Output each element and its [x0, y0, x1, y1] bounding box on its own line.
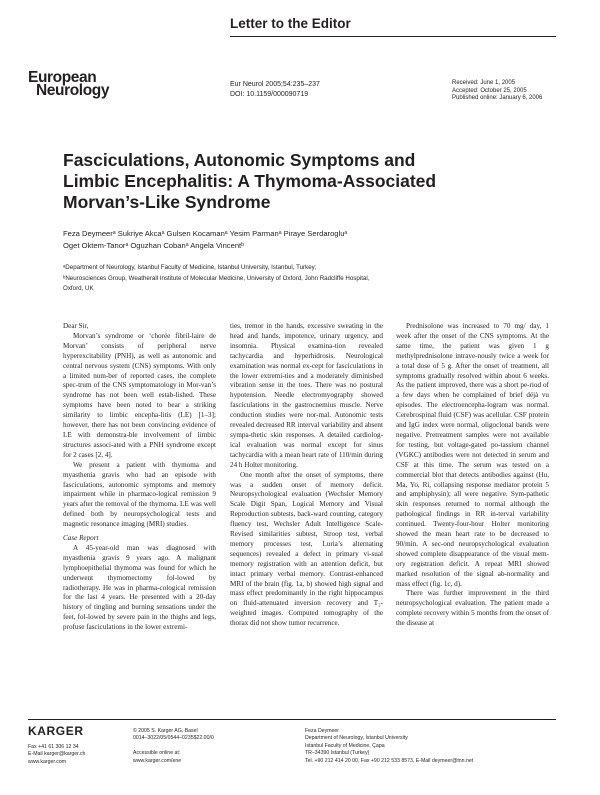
article-title [63, 150, 563, 213]
accessible-online-link[interactable]: www.karger.com/ene [133, 757, 182, 764]
affiliation-a: ᵃDepartment of Neurology, Istanbul Faculty of Medicine, Istanbul University, Istanbul, Turkey; [63, 264, 317, 271]
published-date: Published online: January 6, 2006 [452, 95, 543, 102]
title-line-2: Limbic Encephalitis: A Thymoma-Associated [63, 171, 437, 191]
logo-line-2: Neurology [36, 82, 110, 99]
paragraph: A 45-year-old man was diagnosed with myasthenia gravis 9 years ago. A malignant lymphoepithelial thymoma was found for which he underwent thymomectomy fol-lowed by radiotherapy. He was in pharma-cological remission for the last 4 years. He presented with a 20-day history of tingling and burning sensations under the feet, fol-lowed by severe pain in the thighs and legs, profuse fasciculations in the lower extremi- [63, 543, 216, 632]
affiliations [63, 263, 543, 295]
correspondence-block [305, 728, 473, 765]
paragraph: ties, tremor in the hands, excessive sweating in the head and hands, impotence, urinary urgency, and insomnia. Physical examina-tion revealed tachycardia and hyperhidrosis. Neurological examination was normal ex-cept for fasciculations in the lower extremi-ties and a moderately diminished vibration sense in the toes. There was no postural hypotension. Needle electromyography showed fasciculations in the gastrocnemius muscle. Nerve conduction studies were nor-mal. Autonomic tests revealed decreased RR interval variability and absent sympa-thetic skin responses. A detailed cardiolog-ical evaluation was normal except for sinus tachycardia with a mean heart rate of 110/min during 24 h Holter monitoring. [230, 322, 383, 469]
accepted-date: Accepted: October 25, 2005 [452, 87, 527, 94]
publisher-email[interactable]: E-Mail karger@karger.ch [28, 751, 86, 758]
paragraph: Morvan’s syndrome or ‘chorée fibril-laire de Morvan’ consists of peripheral nerve hyperexcitability (PNH), as well as autonomic and central nervous system (CNS) symptoms. With only a limited num-ber of reported cases, the complete spec-trum of the CNS symptomatology in Mor-van’s syndrome has not been well estab-lished. These symptoms have been noted to bear a striking similarity to limbic encepha-litis (LE) [1–3]; however, there has not been convincing evidence of LE with demonstra-ble involvement of limbic structures associ-ated with a PNH syndrome except for 2 cases [2, 4]. [63, 331, 216, 459]
citation [230, 80, 320, 100]
publisher-contact [28, 744, 85, 766]
paragraph: One month after the onset of symptoms, there was a sudden onset of memory deficit. Neuropsychological evaluation (Wechsler Memory Scale Digit Span, Logical Memory and Visual Reproduction subtests, back-ward counting, category fluency test, Wechsler Adult Intelligence Scale-Revised similarities subtest, Stroop test, verbal memory processes test, Luria’s alternating sequences) revealed a defect in primary vi-sual memory registration with an attention deficit, but intact primary verbal memory. Contrast-enhanced MRI of the brain (fig. 1a, b) showed high signal and mass effect predominantly in the right hippocampus on fluid-attenuated inversion recovery and T₂-weighted images. Computed tomography of the thorax did not show tumor recurrence. [230, 470, 383, 628]
publisher-logo: KARGER [28, 724, 84, 738]
affiliation-b-line-1: ᵇNeurosciences Group, Weatherall Institute of Molecular Medicine, University of Oxford, John Radcliffe Hospital, [63, 274, 370, 282]
correspondence-city: TR–34390 Istanbul (Turkey) [305, 750, 370, 757]
body-column-3 [396, 322, 549, 629]
publisher-fax: Fax +41 61 306 12 34 [28, 744, 79, 750]
publication-dates [452, 80, 542, 103]
paragraph: There was further improvement in the third neuropsychological evaluation. The patient made a complete recovery within 5 months from the onset of the disease at [396, 589, 549, 628]
correspondence-contact: Tel. +90 212 414 20 00, Fax +90 212 533 8573, E-Mail deymeer@tnn.net [305, 757, 474, 764]
title-line-3: Morvan’s-Like Syndrome [63, 192, 271, 212]
salutation: Dear Sir, [63, 322, 89, 330]
title-line-1: Fasciculations, Autonomic Symptoms and [63, 150, 416, 170]
footer-rule [28, 719, 556, 720]
paragraph: Prednisolone was increased to 70 mg/ day, 1 week after the onset of the CNS symptoms. At the same time, the patient was given 1 g methylprednisolone intrave-nously twice a week for a total dose of 5 g. After the onset of treatment, all symptoms gradually resolved within about 6 weeks. As the patient improved, there was a short pe-riod of a few days when he complained of brief déjà vu episodes. The electroencepha-logram was normal. Cerebrospinal fluid (CSF) was acellular. CSF protein and IgG index were normal, oligoclonal bands were negative. Pretreatment samples were not available for testing, but voltage-gated po-tassium channel (VGKC) antibodies were not detected in serum and CSF at this time. The serum was tested on a commercial blot that detects antibodies against (Hu, Ma, Yo, Ri, collapsing response mediator protein 5 and amphiphysin); all were negative. Sym-pathetic skin responses returned to normal although the pathological findings in RR in-terval variability continued. Twenty-four-hour Holter monitoring showed the mean heart rate to be decreased to 90/min. A sec-ond neuropsychological evaluation showed complete disappearance of the visual mem-ory registration deficit. A repeat MRI showed marked resolution of the signal ab-normality and mass effect (fig. 1c, d). [396, 322, 549, 588]
issn: 0014–3022/05/0544–0235$22.00/0 [133, 735, 214, 742]
author-list [63, 228, 523, 252]
case-report-heading: Case Report [63, 534, 99, 543]
citation-doi: DOI: 10.1159/000090719 [230, 91, 309, 98]
authors-line-1: Feza Deymeerᵃ Sukriye Akcaᵃ Gulsen Kocamanᵃ Yesim Parmanᵃ Piraye Serdarogluᵃ [63, 229, 348, 238]
header-rule [230, 36, 556, 37]
paragraph: We present a patient with thymoma and myasthenia gravis who had an episode with fasciculations, autonomic symptoms and memory impairment while in pharmaco-logical remission 9 years after the removal of the thymoma. LE was well defined both by neuropsychological tests and magnetic resonance imaging (MRI) studies. [63, 460, 216, 529]
body-column-1 [63, 322, 216, 633]
journal-logo [28, 71, 109, 97]
correspondence-faculty: Istanbul Faculty of Medicine, Çapa [305, 742, 385, 749]
section-label: Letter to the Editor [230, 16, 351, 31]
affiliation-b-line-2: Oxford, UK [63, 285, 94, 292]
authors-line-2: Oget Oktem-Tanorᵃ Oguzhan Cobanᵃ Angela Vincentᵇ [63, 241, 245, 250]
logo-line-1: European [28, 69, 97, 86]
correspondence-name: Feza Deymeer [305, 728, 340, 734]
copyright-block [133, 728, 214, 765]
body-column-2 [230, 322, 383, 629]
citation-journal: Eur Neurol 2005;54:235–237 [230, 81, 320, 88]
correspondence-department: Department of Neurology, Istanbul University [305, 735, 408, 742]
copyright: © 2005 S. Karger AG, Basel [133, 728, 198, 734]
accessible-online-label: Accessible online at: [133, 750, 181, 757]
received-date: Received: June 1, 2005 [452, 80, 516, 86]
publisher-website[interactable]: www.karger.com [28, 758, 67, 765]
